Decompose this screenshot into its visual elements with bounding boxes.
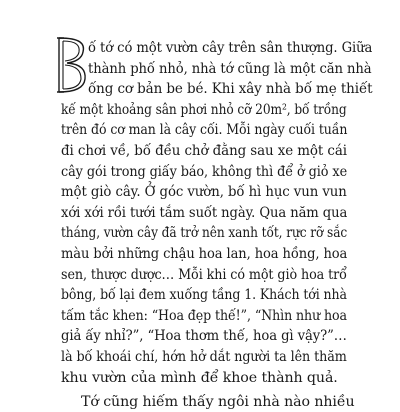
text-line: ống cơ bản be bé. Khi xây nhà bố mẹ thiết <box>88 81 373 98</box>
text-line: ố tớ có một vườn cây trên sân thượng. Giữa <box>88 40 373 56</box>
text-line: Tớ cũng hiếm thấy ngôi nhà nào nhiều <box>81 394 355 411</box>
text-line: kế một khoảng sân phơi nhỏ cỡ 20m², bố trồng <box>61 101 347 118</box>
text-line: khu vườn của mình để khoe thành quả. <box>61 369 338 386</box>
text-line: tấm tắc khen: “Hoa đẹp thế!”, “Nhìn như hoa <box>61 307 347 324</box>
text-line: cây gói trong giấy báo, không thì để ở giỏ xe <box>61 163 348 180</box>
text-line: tháng, vườn cây đã trở nên xanh tốt, rực rỡ sắc <box>61 225 348 242</box>
text-line: đi chơi về, bố đều chở đằng sau xe một cái <box>61 143 347 159</box>
drop-cap-letter <box>55 36 89 94</box>
text-line: bông, bố lại đem xuống tầng 1. Khách tới nhà <box>61 287 347 304</box>
text-line: màu bởi những chậu hoa lan, hoa hồng, hoa <box>61 246 348 262</box>
drop-cap-glyph <box>55 36 89 94</box>
text-line: xới xới rồi tưới tắm suốt ngày. Qua năm qua <box>61 204 348 221</box>
text-line: thành phố nhỏ, nhà tớ cũng là một căn nhà <box>88 60 372 77</box>
text-line: một giò cây. Ở góc vườn, bố hì hục vun vun <box>61 184 347 201</box>
text-line: trên đó cơ man là cây cối. Mỗi ngày cuối tuần <box>61 122 348 139</box>
text-line: là bố khoái chí, hớn hở dắt người ta lên thăm <box>61 349 347 365</box>
text-line: giả ấy nhỉ?”, “Hoa thơm thế, hoa gì vậy?”… <box>61 328 347 345</box>
text-line: sen, thược dược… Mỗi khi có một giò hoa trổ <box>61 266 347 283</box>
